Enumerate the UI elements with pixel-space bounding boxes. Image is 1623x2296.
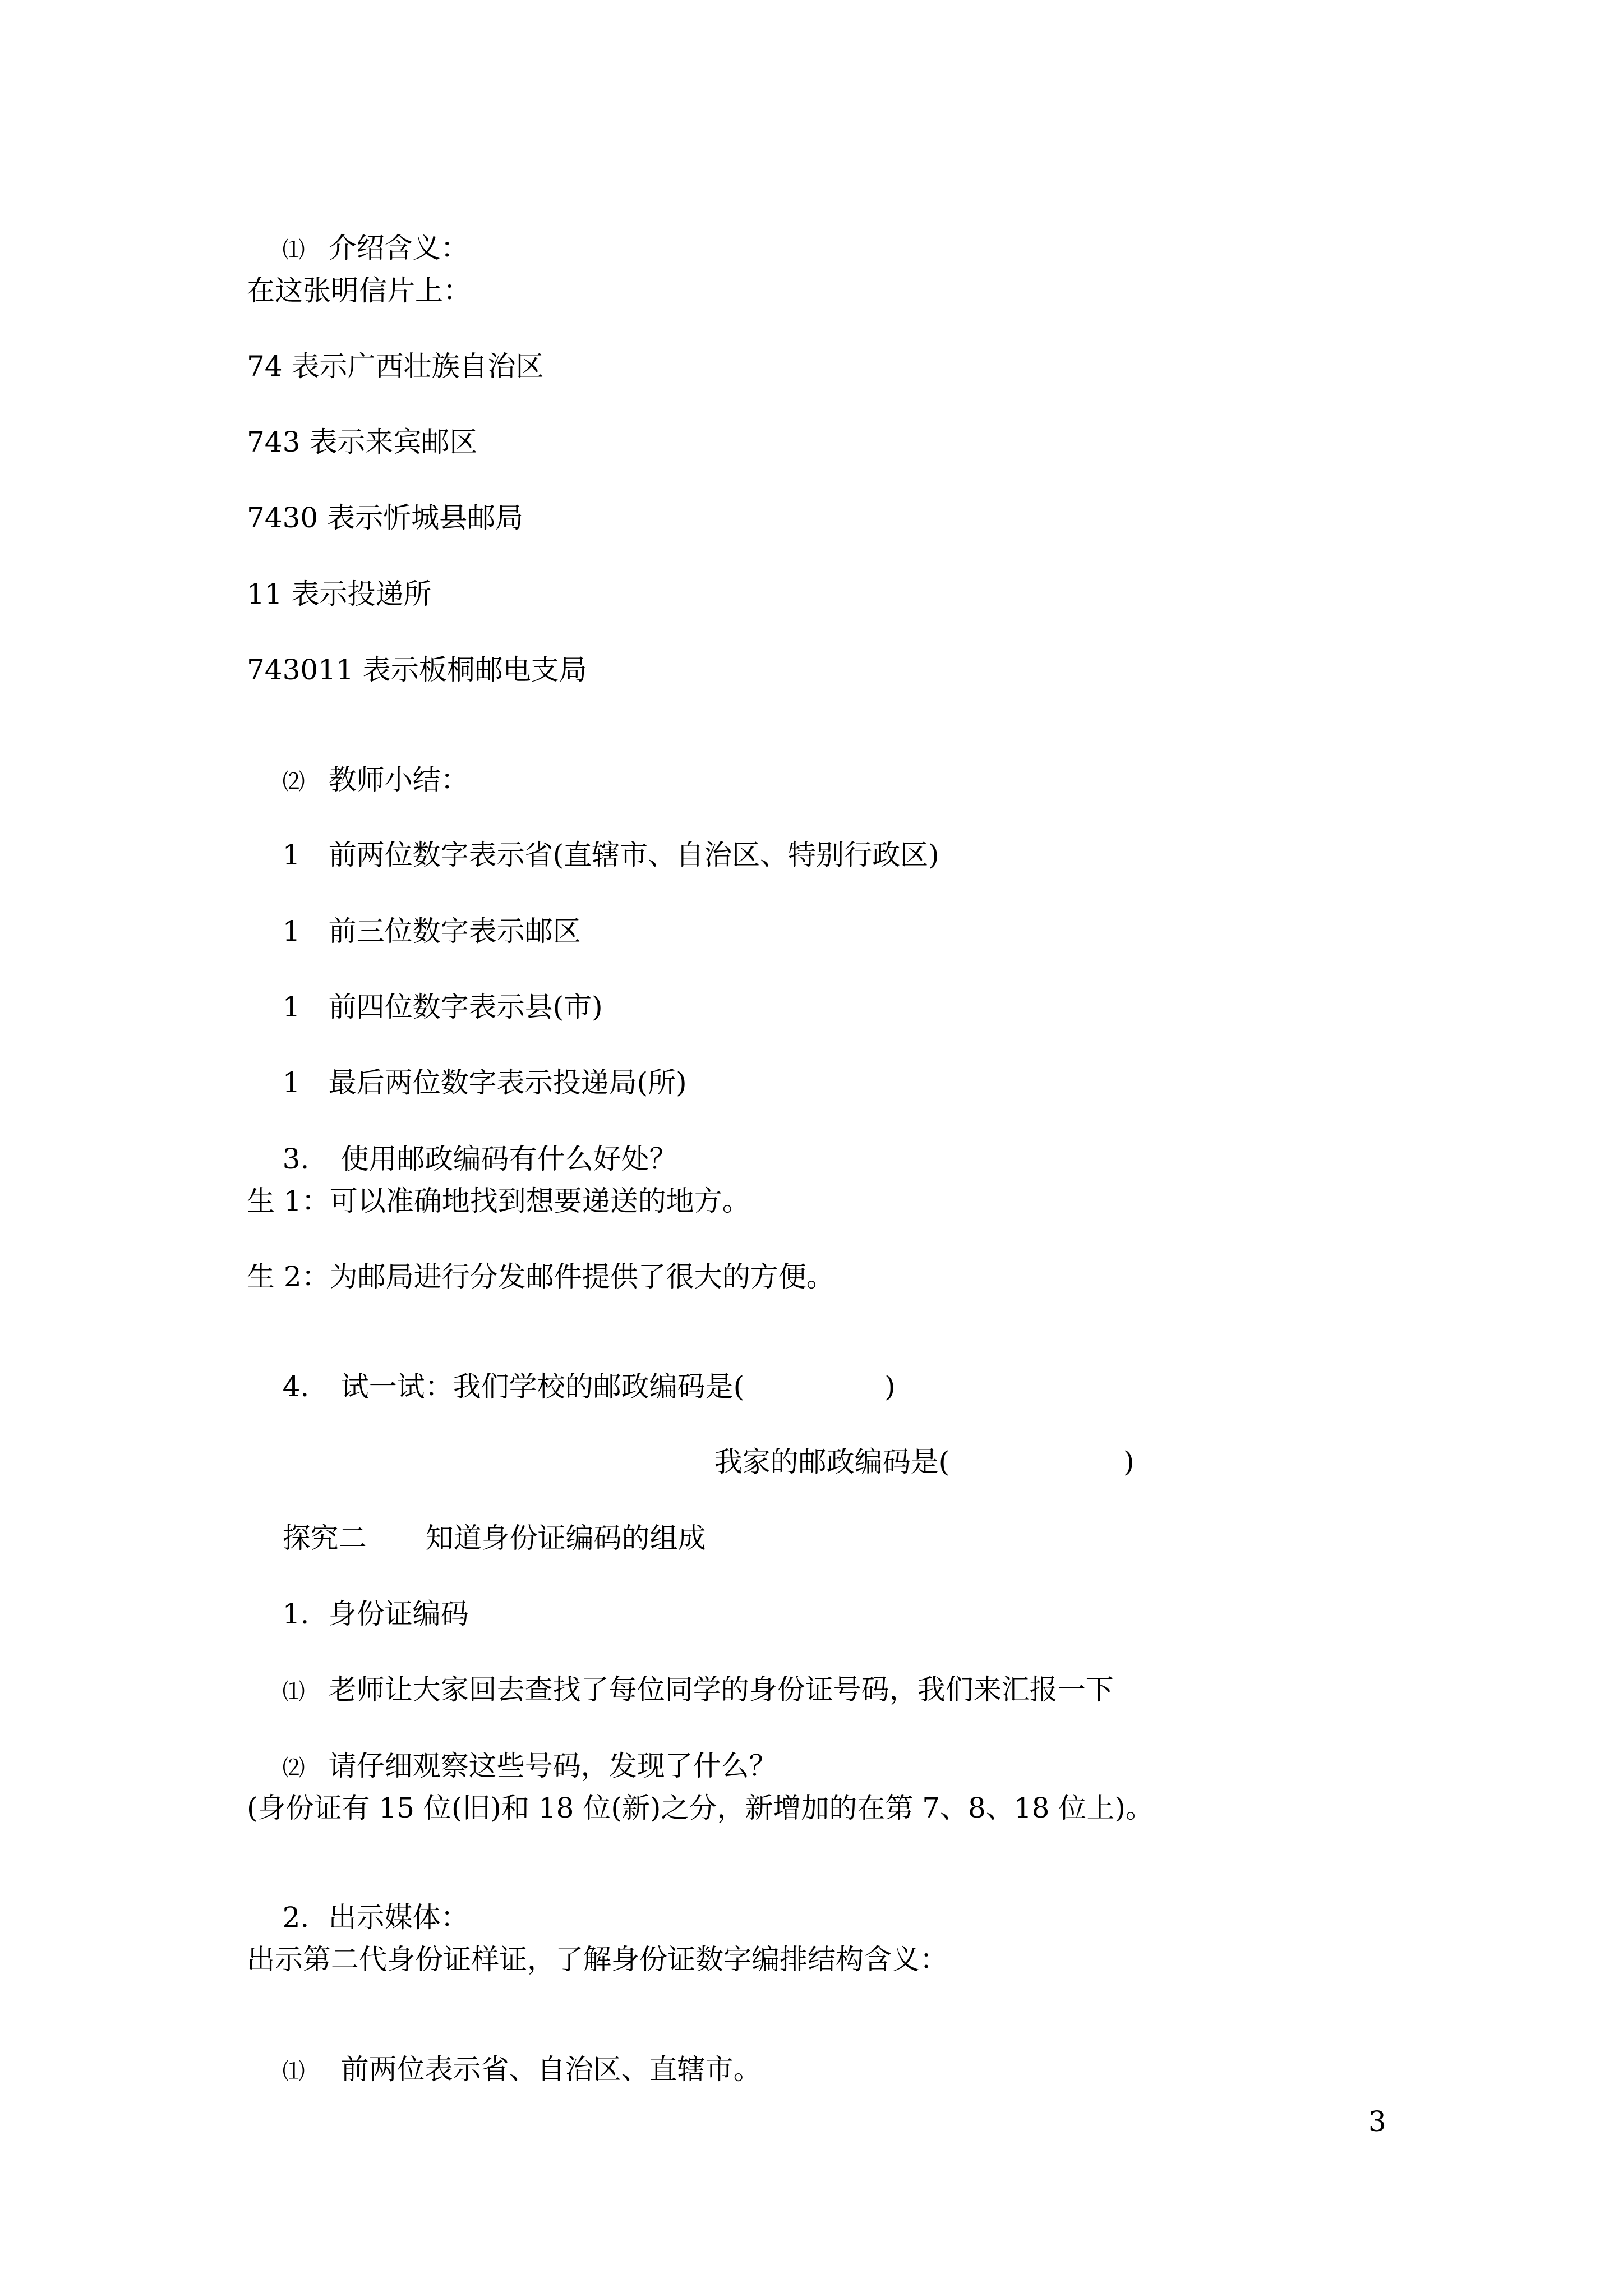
paragraph: 生 1：可以准确地找到想要递送的地方。 bbox=[247, 1185, 750, 1217]
item-text: 最后两位数字表示投递局(所) bbox=[328, 1066, 687, 1099]
item-marker: ⑴ bbox=[282, 237, 305, 263]
paragraph: 出示第二代身份证样证，了解身份证数字编排结构含义： bbox=[247, 1943, 948, 1976]
item-text: 前两位表示省、自治区、直辖市。 bbox=[340, 2053, 762, 2086]
item-marker: 1. bbox=[282, 1598, 310, 1630]
section-label: 探究二 bbox=[282, 1522, 367, 1554]
item-marker: 4. bbox=[282, 1370, 310, 1403]
item-marker: ⑴ bbox=[282, 1679, 305, 1705]
item-marker: ⑴ bbox=[282, 2059, 305, 2085]
paragraph: 7430 表示忻城县邮局 bbox=[247, 501, 524, 534]
close-paren: ) bbox=[884, 1370, 896, 1403]
paragraph: 生 2：为邮局进行分发邮件提供了很大的方便。 bbox=[247, 1260, 834, 1293]
item-text: 试一试：我们学校的邮政编码是( bbox=[340, 1370, 745, 1403]
section-title: 知道身份证编码的组成 bbox=[425, 1522, 706, 1554]
item-marker: 3. bbox=[282, 1143, 310, 1175]
fill-blank-line bbox=[679, 1411, 1135, 1512]
paragraph: 在这张明信片上： bbox=[247, 274, 471, 307]
item bbox=[247, 2019, 762, 2122]
paragraph: 74 表示广西壮族自治区 bbox=[247, 350, 544, 383]
item-text: 教师小结： bbox=[328, 763, 469, 796]
close-paren: ) bbox=[1123, 1446, 1135, 1478]
item-text: 出示媒体： bbox=[328, 1901, 469, 1934]
item-marker: ⑵ bbox=[282, 1755, 305, 1781]
paragraph: 11 表示投递所 bbox=[247, 578, 432, 610]
item-text: 我家的邮政编码是( bbox=[714, 1446, 950, 1478]
item-text: 前三位数字表示邮区 bbox=[328, 915, 581, 947]
item-text: 前两位数字表示省(直辖市、自治区、特别行政区) bbox=[328, 839, 939, 871]
item-text: 前四位数字表示县(市) bbox=[328, 991, 603, 1023]
item-text: 介绍含义： bbox=[328, 232, 469, 264]
item-marker: 2. bbox=[282, 1901, 310, 1934]
paragraph: 743 表示来宾邮区 bbox=[247, 426, 478, 458]
item-marker: 1 bbox=[282, 839, 301, 871]
item-marker: 1 bbox=[282, 915, 301, 947]
item-marker: ⑵ bbox=[282, 769, 305, 795]
item-marker: 1 bbox=[282, 991, 301, 1023]
item-text: 身份证编码 bbox=[328, 1598, 469, 1630]
paragraph: (身份证有 15 位(旧)和 18 位(新)之分，新增加的在第 7、8、18 位上)。 bbox=[247, 1792, 1154, 1824]
item-marker: 1 bbox=[282, 1066, 301, 1099]
item-text: 请仔细观察这些号码，发现了什么？ bbox=[328, 1750, 777, 1782]
item-text: 老师让大家回去查找了每位同学的身份证号码，我们来汇报一下 bbox=[328, 1673, 1114, 1706]
paragraph: 743011 表示板桐邮电支局 bbox=[247, 654, 587, 686]
item-text: 使用邮政编码有什么好处？ bbox=[340, 1143, 677, 1175]
page-number: 3 bbox=[1368, 2105, 1386, 2138]
